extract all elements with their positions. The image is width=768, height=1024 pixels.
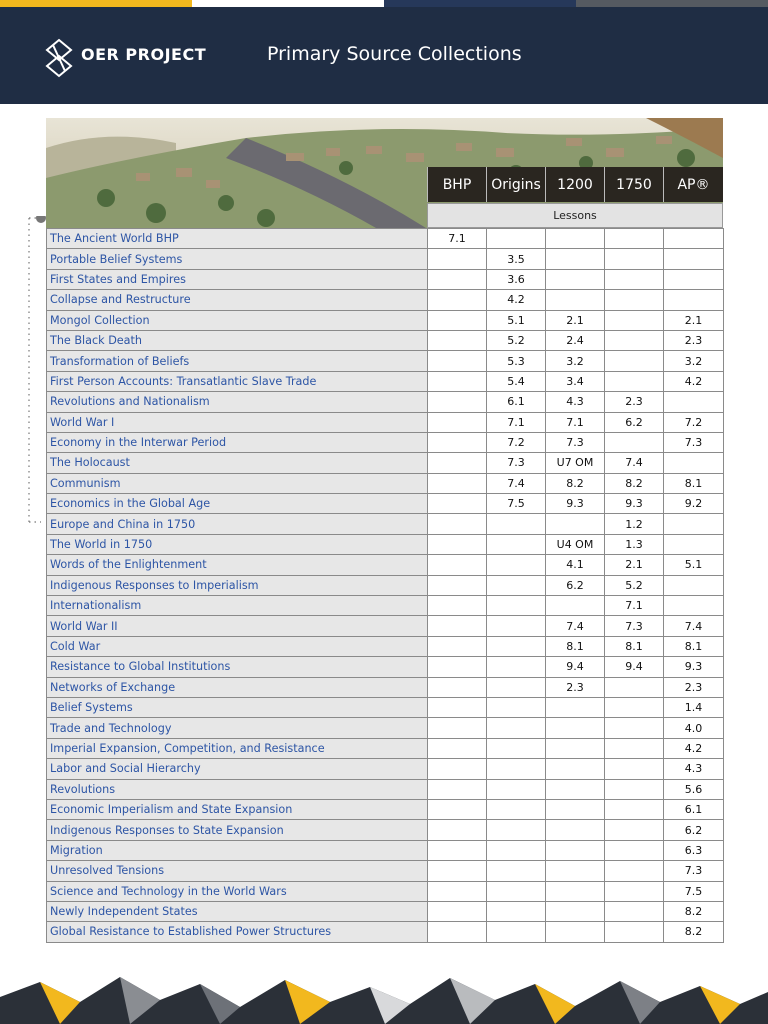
lesson-cell [605, 269, 664, 289]
lesson-cell: 5.4 [487, 371, 546, 391]
lesson-cell [605, 330, 664, 350]
lesson-cell: 5.6 [664, 779, 724, 799]
collection-link[interactable]: Economics in the Global Age [47, 494, 428, 514]
lesson-cell: 7.4 [487, 473, 546, 493]
lesson-cell [487, 861, 546, 881]
lesson-cell [546, 738, 605, 758]
lesson-cell [428, 351, 487, 371]
top-color-stripe [0, 0, 768, 7]
table-row [47, 269, 724, 289]
lesson-cell [428, 657, 487, 677]
collection-link[interactable]: Migration [47, 840, 428, 860]
lesson-cell [428, 616, 487, 636]
lesson-cell [428, 881, 487, 901]
lesson-cell [487, 738, 546, 758]
lesson-cell: 6.2 [546, 575, 605, 595]
lesson-cell [487, 575, 546, 595]
lesson-cell [428, 820, 487, 840]
lesson-cell: 7.1 [428, 229, 487, 249]
lesson-cell: 4.2 [487, 290, 546, 310]
column-header-origins: Origins [486, 167, 545, 202]
table-row [47, 514, 724, 534]
lesson-cell [546, 799, 605, 819]
lesson-cell [487, 697, 546, 717]
lesson-cell: 2.1 [546, 310, 605, 330]
lesson-cell: 2.4 [546, 330, 605, 350]
lesson-cell: 2.1 [605, 555, 664, 575]
lesson-cell [605, 759, 664, 779]
lesson-cell: 8.1 [664, 473, 724, 493]
lesson-cell: 3.2 [546, 351, 605, 371]
lesson-cell: 5.1 [664, 555, 724, 575]
lesson-cell [546, 861, 605, 881]
lesson-cell: 2.3 [664, 330, 724, 350]
lesson-cell: 5.1 [487, 310, 546, 330]
collection-link[interactable]: Mongol Collection [47, 310, 428, 330]
lesson-cell: 1.3 [605, 534, 664, 554]
table-row [47, 738, 724, 758]
lesson-cell: 7.4 [546, 616, 605, 636]
lesson-cell [428, 269, 487, 289]
lesson-cell [546, 697, 605, 717]
table-row [47, 596, 724, 616]
lesson-cell [487, 555, 546, 575]
lesson-cell [487, 229, 546, 249]
lesson-cell [664, 575, 724, 595]
lesson-cell [664, 514, 724, 534]
table-row [47, 249, 724, 269]
lesson-cell [487, 840, 546, 860]
lesson-cell [428, 494, 487, 514]
collection-link[interactable]: World War I [47, 412, 428, 432]
lesson-cell: 1.2 [605, 514, 664, 534]
table-row [47, 779, 724, 799]
lesson-cell [664, 290, 724, 310]
lesson-cell: 7.4 [605, 453, 664, 473]
lesson-cell [428, 596, 487, 616]
lesson-cell [487, 820, 546, 840]
lesson-cell: 2.3 [664, 677, 724, 697]
lesson-cell [546, 718, 605, 738]
table-row [47, 636, 724, 656]
logo-text: OER PROJECT [81, 45, 207, 64]
lesson-cell [605, 861, 664, 881]
lesson-cell [664, 596, 724, 616]
lessons-subheader: Lessons [427, 203, 723, 228]
lesson-cell [605, 290, 664, 310]
lesson-cell [428, 840, 487, 860]
lesson-cell: 8.1 [664, 636, 724, 656]
lesson-cell: 3.2 [664, 351, 724, 371]
lesson-cell: 3.4 [546, 371, 605, 391]
table-row [47, 881, 724, 901]
lesson-cell [664, 534, 724, 554]
lesson-cell [546, 269, 605, 289]
collection-link[interactable]: Unresolved Tensions [47, 861, 428, 881]
table-row [47, 412, 724, 432]
lesson-cell: 4.0 [664, 718, 724, 738]
lesson-cell [605, 371, 664, 391]
column-header-bar [427, 167, 723, 202]
collection-link[interactable]: The Holocaust [47, 453, 428, 473]
lesson-cell [546, 820, 605, 840]
lesson-cell [428, 412, 487, 432]
table-row [47, 820, 724, 840]
collection-link[interactable]: Trade and Technology [47, 718, 428, 738]
lesson-cell: 7.3 [546, 432, 605, 452]
collections-table [46, 228, 724, 943]
lesson-cell [428, 759, 487, 779]
lesson-cell [428, 371, 487, 391]
collection-link[interactable]: First Person Accounts: Transatlantic Slave Trade [47, 371, 428, 391]
table-row [47, 616, 724, 636]
page-title: Primary Source Collections [267, 43, 522, 65]
lesson-cell [605, 799, 664, 819]
table-row [47, 799, 724, 819]
collection-link[interactable]: World War II [47, 616, 428, 636]
collection-link[interactable]: The Black Death [47, 330, 428, 350]
lesson-cell [487, 677, 546, 697]
lesson-cell [487, 534, 546, 554]
lesson-cell: 6.1 [664, 799, 724, 819]
table-row [47, 677, 724, 697]
lesson-cell [428, 718, 487, 738]
lesson-cell [428, 901, 487, 921]
lesson-cell [487, 759, 546, 779]
lesson-cell [428, 555, 487, 575]
lesson-cell [428, 330, 487, 350]
column-header-1750: 1750 [604, 167, 663, 202]
lesson-cell [487, 514, 546, 534]
collection-link[interactable]: Internationalism [47, 596, 428, 616]
lesson-cell: 3.6 [487, 269, 546, 289]
lesson-cell [428, 799, 487, 819]
lesson-cell: 8.1 [546, 636, 605, 656]
lesson-cell [605, 820, 664, 840]
table-row [47, 697, 724, 717]
lesson-cell [487, 718, 546, 738]
collection-link[interactable]: Cold War [47, 636, 428, 656]
collection-link[interactable]: Communism [47, 473, 428, 493]
table-row [47, 392, 724, 412]
collection-link[interactable]: Belief Systems [47, 697, 428, 717]
dotted-bracket-decoration [27, 216, 47, 524]
collection-link[interactable]: Networks of Exchange [47, 677, 428, 697]
collection-link[interactable]: Science and Technology in the World Wars [47, 881, 428, 901]
lesson-cell [605, 840, 664, 860]
lesson-cell: 9.3 [546, 494, 605, 514]
collection-link[interactable]: Labor and Social Hierarchy [47, 759, 428, 779]
column-header-ap: AP® [663, 167, 723, 202]
table-row [47, 575, 724, 595]
lesson-cell: 7.5 [487, 494, 546, 514]
lesson-cell [546, 596, 605, 616]
lesson-cell [605, 310, 664, 330]
lesson-cell [605, 351, 664, 371]
lesson-cell: 5.3 [487, 351, 546, 371]
lesson-cell: 7.3 [605, 616, 664, 636]
lesson-cell [605, 922, 664, 942]
table-row [47, 555, 724, 575]
table-row [47, 759, 724, 779]
lesson-cell: 2.3 [605, 392, 664, 412]
lesson-cell: 9.4 [605, 657, 664, 677]
collection-link[interactable]: Global Resistance to Established Power Structures [47, 922, 428, 942]
table-row [47, 453, 724, 473]
lesson-cell: 8.2 [546, 473, 605, 493]
lesson-cell: 7.1 [487, 412, 546, 432]
lesson-cell [605, 779, 664, 799]
lesson-cell [605, 229, 664, 249]
lesson-cell: U7 OM [546, 453, 605, 473]
lesson-cell [487, 636, 546, 656]
lesson-cell: 2.1 [664, 310, 724, 330]
lesson-cell [605, 432, 664, 452]
collection-link[interactable]: Europe and China in 1750 [47, 514, 428, 534]
lesson-cell [428, 290, 487, 310]
lesson-cell [546, 901, 605, 921]
lesson-cell [664, 453, 724, 473]
collection-link[interactable]: Imperial Expansion, Competition, and Resistance [47, 738, 428, 758]
lesson-cell [605, 901, 664, 921]
lesson-cell [487, 616, 546, 636]
collection-link[interactable]: The World in 1750 [47, 534, 428, 554]
lesson-cell [546, 881, 605, 901]
lesson-cell: 5.2 [487, 330, 546, 350]
lesson-cell [428, 249, 487, 269]
collection-link[interactable]: The Ancient World BHP [47, 229, 428, 249]
collection-link[interactable]: Economy in the Interwar Period [47, 432, 428, 452]
lesson-cell: U4 OM [546, 534, 605, 554]
table-row [47, 901, 724, 921]
lesson-cell: 4.3 [546, 392, 605, 412]
lesson-cell [428, 861, 487, 881]
table-row [47, 473, 724, 493]
table-row [47, 840, 724, 860]
collection-link[interactable]: Revolutions and Nationalism [47, 392, 428, 412]
table-row [47, 371, 724, 391]
lesson-cell [664, 229, 724, 249]
oer-logo-icon [44, 38, 74, 78]
lesson-cell [428, 473, 487, 493]
table-row [47, 922, 724, 942]
lesson-cell [605, 738, 664, 758]
lesson-cell [546, 779, 605, 799]
lesson-cell: 7.3 [487, 453, 546, 473]
lesson-cell [605, 697, 664, 717]
table-row [47, 432, 724, 452]
lesson-cell [546, 514, 605, 534]
lesson-cell [605, 718, 664, 738]
collection-link[interactable]: Words of the Enlightenment [47, 555, 428, 575]
lesson-cell: 8.1 [605, 636, 664, 656]
lesson-cell: 8.2 [605, 473, 664, 493]
lesson-cell [487, 779, 546, 799]
lesson-cell [428, 534, 487, 554]
lesson-cell: 4.2 [664, 371, 724, 391]
lesson-cell [428, 514, 487, 534]
lesson-cell: 7.1 [546, 412, 605, 432]
lesson-cell: 8.2 [664, 901, 724, 921]
collection-link[interactable]: Revolutions [47, 779, 428, 799]
lesson-cell [428, 677, 487, 697]
lesson-cell: 7.2 [664, 412, 724, 432]
table-row [47, 229, 724, 249]
lesson-cell [605, 677, 664, 697]
lesson-cell: 9.3 [605, 494, 664, 514]
lesson-cell: 4.2 [664, 738, 724, 758]
lesson-cell [664, 269, 724, 289]
table-row [47, 718, 724, 738]
lesson-cell: 7.2 [487, 432, 546, 452]
collection-link[interactable]: Newly Independent States [47, 901, 428, 921]
collection-link[interactable]: Collapse and Restructure [47, 290, 428, 310]
lesson-cell: 5.2 [605, 575, 664, 595]
table-row [47, 290, 724, 310]
lesson-cell [546, 290, 605, 310]
table-row [47, 330, 724, 350]
lesson-cell [428, 392, 487, 412]
lesson-cell: 1.4 [664, 697, 724, 717]
collection-link[interactable]: Indigenous Responses to State Expansion [47, 820, 428, 840]
collection-link[interactable]: Indigenous Responses to Imperialism [47, 575, 428, 595]
lesson-cell [605, 881, 664, 901]
lesson-cell [487, 922, 546, 942]
table-row [47, 310, 724, 330]
collection-link[interactable]: Transformation of Beliefs [47, 351, 428, 371]
lesson-cell: 8.2 [664, 922, 724, 942]
lesson-cell: 7.5 [664, 881, 724, 901]
lesson-cell [428, 453, 487, 473]
lesson-cell: 9.3 [664, 657, 724, 677]
lesson-cell: 6.3 [664, 840, 724, 860]
table-row [47, 657, 724, 677]
lesson-cell: 6.2 [664, 820, 724, 840]
lesson-cell [664, 392, 724, 412]
lesson-cell [546, 840, 605, 860]
column-header-bhp: BHP [427, 167, 486, 202]
lesson-cell [487, 657, 546, 677]
lesson-cell [428, 922, 487, 942]
table-row [47, 861, 724, 881]
lesson-cell [546, 249, 605, 269]
collection-link[interactable]: Portable Belief Systems [47, 249, 428, 269]
lesson-cell: 6.2 [605, 412, 664, 432]
lesson-cell [664, 249, 724, 269]
collection-link[interactable]: Resistance to Global Institutions [47, 657, 428, 677]
lesson-cell: 7.3 [664, 432, 724, 452]
table-row [47, 534, 724, 554]
lesson-cell: 9.2 [664, 494, 724, 514]
lesson-cell: 7.4 [664, 616, 724, 636]
column-header-1200: 1200 [545, 167, 604, 202]
lesson-cell [428, 738, 487, 758]
lesson-cell [605, 249, 664, 269]
lesson-cell [487, 901, 546, 921]
lesson-cell: 7.1 [605, 596, 664, 616]
header [0, 7, 768, 104]
collection-link[interactable]: First States and Empires [47, 269, 428, 289]
lesson-cell [487, 799, 546, 819]
lesson-cell: 7.3 [664, 861, 724, 881]
lesson-cell [546, 229, 605, 249]
lesson-cell: 9.4 [546, 657, 605, 677]
lesson-cell [428, 310, 487, 330]
lesson-cell: 2.3 [546, 677, 605, 697]
lesson-cell [546, 759, 605, 779]
lesson-cell [428, 697, 487, 717]
table-row [47, 494, 724, 514]
lesson-cell: 3.5 [487, 249, 546, 269]
lesson-cell [428, 575, 487, 595]
collection-link[interactable]: Economic Imperialism and State Expansion [47, 799, 428, 819]
lesson-cell [487, 596, 546, 616]
lesson-cell: 6.1 [487, 392, 546, 412]
lesson-cell: 4.1 [546, 555, 605, 575]
lesson-cell [428, 432, 487, 452]
lesson-cell [487, 881, 546, 901]
table-row [47, 351, 724, 371]
lesson-cell [546, 922, 605, 942]
mountain-footer-decoration [0, 972, 768, 1024]
lesson-cell: 4.3 [664, 759, 724, 779]
lesson-cell [428, 636, 487, 656]
lesson-cell [428, 779, 487, 799]
